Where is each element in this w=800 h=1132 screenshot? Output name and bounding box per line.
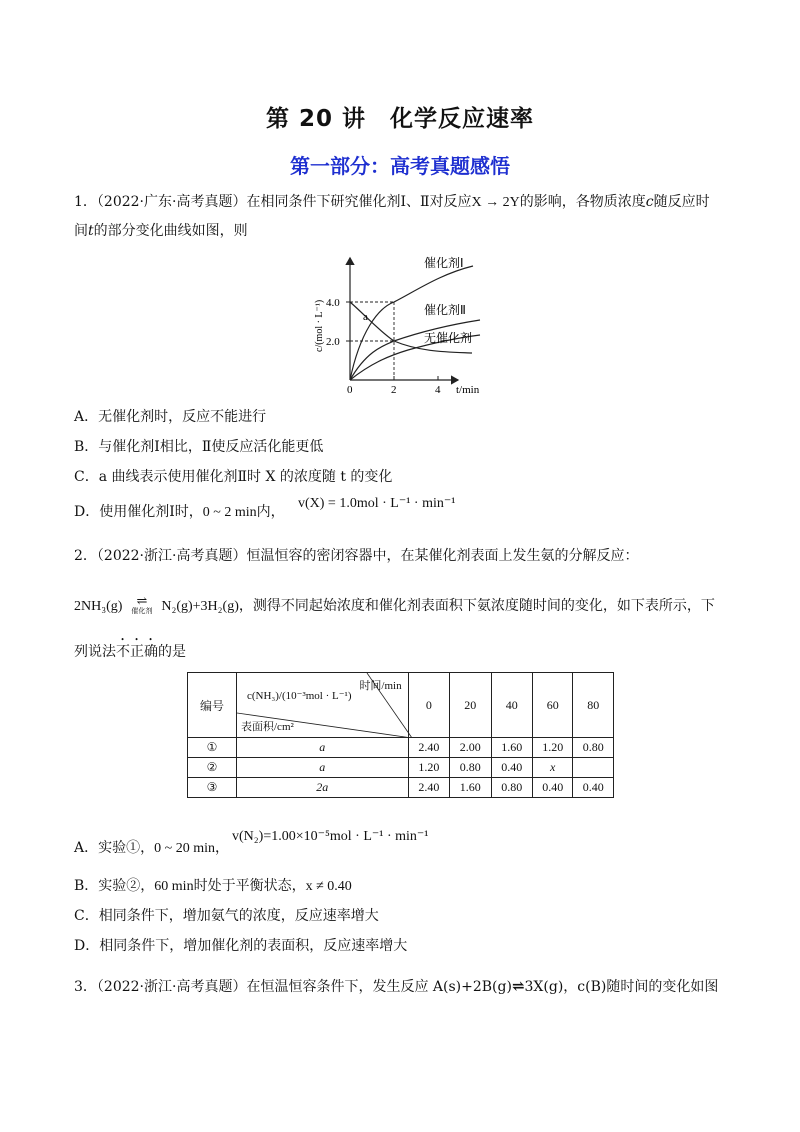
page-title: 第 20 讲 化学反应速率 bbox=[265, 106, 535, 132]
table-row bbox=[188, 758, 614, 778]
row-value: 1.60 bbox=[450, 778, 491, 798]
q2-stem-line3 bbox=[74, 636, 186, 662]
row-value: 2.40 bbox=[408, 778, 449, 798]
row-value: 0.40 bbox=[532, 778, 572, 798]
option-text: 实验②， bbox=[98, 878, 155, 894]
q2-text3-b: 的是 bbox=[158, 644, 186, 660]
row-area: a bbox=[237, 738, 409, 758]
row-value: 0.40 bbox=[573, 778, 614, 798]
q2-option-a-formula: v(N₂)=1.00×10⁻⁵mol · L⁻¹ · min⁻¹ bbox=[232, 829, 429, 844]
q2-source: （2022·浙江·高考真题） bbox=[96, 548, 247, 564]
q2-reaction-right: N₂(g)+3H₂(g) bbox=[161, 599, 239, 614]
q2-stem-line1 bbox=[74, 546, 638, 566]
q1-source: （2022·广东·高考真题） bbox=[96, 194, 247, 210]
q3-stem-line1 bbox=[74, 976, 718, 997]
diag-area-label: 表面积/cm² bbox=[241, 721, 294, 733]
q1-line2-a: 间 bbox=[74, 223, 88, 239]
row-value: 0.80 bbox=[491, 778, 532, 798]
ytick-label-2: 2.0 bbox=[326, 336, 340, 348]
row-area: 2a bbox=[237, 778, 409, 798]
curve-catalyst-2 bbox=[350, 320, 480, 380]
q1-option-b bbox=[74, 437, 323, 457]
option-text: 相同条件下，增加氨气的浓度，反应速率增大 bbox=[98, 908, 379, 924]
option-text: 无催化剂时，反应不能进行 bbox=[98, 409, 267, 425]
q1-figure bbox=[308, 252, 508, 397]
row-id: ③ bbox=[188, 778, 237, 798]
q2-option-a bbox=[74, 838, 229, 859]
row-value: 0.80 bbox=[573, 738, 614, 758]
header-time: 0 bbox=[408, 673, 449, 738]
row-value: 0.40 bbox=[491, 758, 532, 778]
label-catalyst-2: 催化剂Ⅱ bbox=[424, 303, 466, 317]
table-row bbox=[188, 778, 614, 798]
row-value: 2.40 bbox=[408, 738, 449, 758]
option-range: 60 min bbox=[154, 879, 194, 894]
label-catalyst-1: 催化剂Ⅰ bbox=[424, 256, 464, 270]
q3-source: （2022·浙江·高考真题） bbox=[96, 979, 247, 995]
q2-text3-a: 列说法 bbox=[74, 644, 116, 660]
header-time: 40 bbox=[491, 673, 532, 738]
option-text: 与催化剂Ⅰ相比，Ⅱ使反应活化能更低 bbox=[98, 439, 324, 455]
option-text: 相同条件下，增加催化剂的表面积，反应速率增大 bbox=[99, 938, 408, 954]
option-range: 0 ~ 20 min bbox=[154, 841, 215, 856]
row-value: x bbox=[532, 758, 572, 778]
q2-reaction-arrow bbox=[127, 594, 157, 615]
table-header-row bbox=[188, 673, 614, 738]
q1-option-d bbox=[74, 502, 285, 523]
q1-line2-b: 的部分变化曲线如图，则 bbox=[93, 223, 248, 239]
q1-var-c: c bbox=[645, 194, 654, 210]
row-id: ② bbox=[188, 758, 237, 778]
label-no-catalyst: 无催化剂 bbox=[424, 331, 473, 345]
row-value bbox=[573, 758, 614, 778]
header-diagonal-cell bbox=[237, 673, 409, 738]
q2-number: 2． bbox=[74, 548, 97, 564]
option-text: 实验①， bbox=[98, 840, 155, 856]
option-tail: 时处于平衡状态， bbox=[193, 878, 306, 894]
q2-option-d bbox=[74, 936, 407, 956]
option-range: 0 ~ 2 min bbox=[202, 505, 257, 520]
header-time: 80 bbox=[573, 673, 614, 738]
row-value: 1.60 bbox=[491, 738, 532, 758]
xtick-label-2: 2 bbox=[391, 384, 397, 396]
q1-stem-line2 bbox=[74, 221, 248, 241]
header-time: 60 bbox=[532, 673, 572, 738]
row-value: 1.20 bbox=[408, 758, 449, 778]
section-heading: 第一部分：高考真题感悟 bbox=[290, 154, 510, 178]
q2-text: 恒温恒容的密闭容器中，在某催化剂表面上发生氨的分解反应： bbox=[246, 548, 639, 564]
option-tail: ， bbox=[214, 840, 229, 856]
equilibrium-arrow-icon: ⇌ bbox=[136, 594, 148, 609]
ytick-label-4: 4.0 bbox=[326, 297, 340, 309]
q2-stem-line2 bbox=[74, 596, 715, 617]
option-tail: 内， bbox=[256, 504, 285, 520]
q3-reaction-arrow: ⇌ bbox=[511, 977, 525, 995]
row-id: ① bbox=[188, 738, 237, 758]
q1-text-c: 随反应时 bbox=[653, 194, 710, 210]
q2-text2: ，测得不同起始浓度和催化剂表面积下氨浓度随时间的变化，如下表所示，下 bbox=[238, 598, 715, 614]
q1-text-b: 的影响，各物质浓度 bbox=[519, 194, 646, 210]
option-label: D． bbox=[74, 504, 100, 520]
curve-catalyst-1 bbox=[350, 266, 473, 380]
q2-data-table bbox=[187, 672, 614, 798]
xtick-label-0: 0 bbox=[347, 384, 353, 396]
q2-reaction-left: 2NH₃(g) bbox=[74, 599, 123, 614]
option-formula: x ≠ 0.40 bbox=[305, 879, 352, 894]
label-a: a bbox=[363, 311, 368, 323]
q3-text: 在恒温恒容条件下，发生反应 A(s)+2B(g) bbox=[246, 979, 512, 995]
xtick-label-4: 4 bbox=[435, 384, 441, 396]
row-value: 0.80 bbox=[450, 758, 491, 778]
row-value: 2.00 bbox=[450, 738, 491, 758]
diag-conc-label: c(NH₃)/(10⁻³mol · L⁻¹) bbox=[247, 690, 352, 702]
q1-reaction: X → 2Y bbox=[471, 195, 520, 210]
q3-text2: 3X(g)，c(B)随时间的变化如图 bbox=[524, 979, 719, 995]
y-axis-label: c/(mol · L⁻¹) bbox=[314, 299, 325, 352]
q3-number: 3． bbox=[74, 979, 97, 995]
q1-option-d-formula: v(X) = 1.0mol · L⁻¹ · min⁻¹ bbox=[298, 496, 456, 511]
q1-option-c bbox=[74, 467, 392, 487]
row-area: a bbox=[237, 758, 409, 778]
option-label: A． bbox=[74, 840, 99, 856]
option-label: C． bbox=[74, 908, 99, 924]
header-time: 20 bbox=[450, 673, 491, 738]
diag-time-label: 时间/min bbox=[359, 680, 402, 692]
q1-text-a: 在相同条件下研究催化剂Ⅰ、Ⅱ对反应 bbox=[246, 194, 472, 210]
arrow-catalyst-label: 催化剂 bbox=[131, 607, 153, 615]
header-id: 编号 bbox=[188, 673, 237, 738]
option-label: B． bbox=[74, 439, 99, 455]
row-value: 1.20 bbox=[532, 738, 572, 758]
q2-emphasis-not-correct: 不正确 bbox=[116, 644, 158, 660]
option-label: A． bbox=[74, 409, 99, 425]
q1-option-a bbox=[74, 407, 266, 427]
q2-option-c bbox=[74, 906, 379, 926]
option-text: 使用催化剂Ⅰ时， bbox=[99, 504, 203, 520]
x-axis-label: t/min bbox=[456, 384, 480, 396]
option-text: a 曲线表示使用催化剂Ⅱ时 X 的浓度随 t 的变化 bbox=[98, 469, 393, 485]
q1-var-t: t bbox=[88, 223, 94, 239]
option-label: D． bbox=[74, 938, 100, 954]
q1-number: 1． bbox=[74, 194, 97, 210]
option-label: B． bbox=[74, 878, 99, 894]
q2-option-b bbox=[74, 876, 352, 897]
table-row bbox=[188, 738, 614, 758]
q1-stem-line1 bbox=[74, 192, 710, 213]
option-label: C． bbox=[74, 469, 99, 485]
